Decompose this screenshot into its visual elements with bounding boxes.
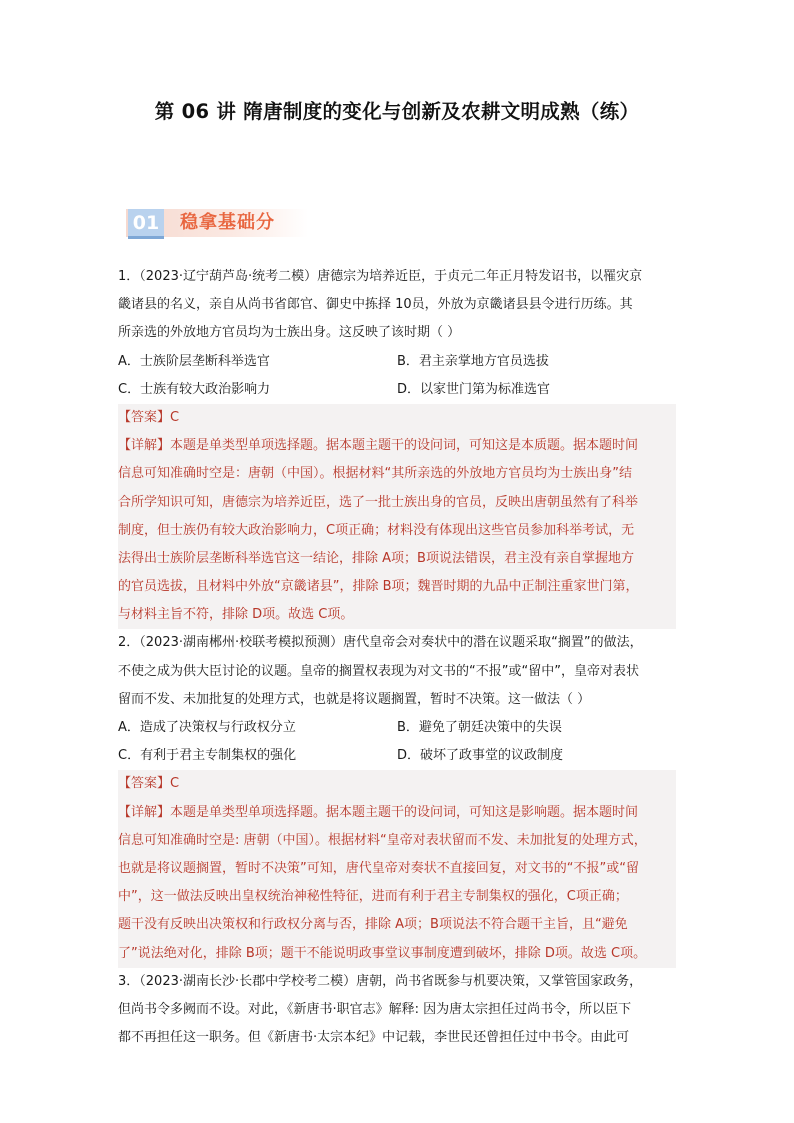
option-b: B．君主亲掌地方官员选拔 xyxy=(397,353,549,369)
page-title: 第 06 讲 隋唐制度的变化与创新及农耕文明成熟（练） xyxy=(154,100,640,123)
option-b: B．避免了朝廷决策中的失误 xyxy=(397,720,562,735)
question-2-answer-block xyxy=(118,770,676,967)
question-1-options-row xyxy=(118,348,676,376)
detail-line: 法得出士族阶层垄断科举选官这一结论，排除 A项；B项说法错误，君主没有亲自掌握地方 xyxy=(118,550,634,566)
section-label: 稳拿基础分 xyxy=(180,212,275,233)
option-c: C．士族有较大政治影响力 xyxy=(118,381,271,397)
answer-line: 【答案】C xyxy=(118,776,180,792)
section-header xyxy=(126,209,308,239)
detail-line: 【详解】本题是单类型单项选择题。据本题主题干的设问词，可知这是影响题。据本题时间 xyxy=(118,804,639,820)
option-a: A．士族阶层垄断科举选官 xyxy=(118,353,270,369)
question-2-line: 不使之成为供大臣讨论的议题。皇帝的搁置权表现为对文书的“不报”或“留中”，皇帝对表状 xyxy=(118,663,639,679)
question-1 xyxy=(118,263,676,629)
question-2-line: 留而不发、未加批复的处理方式，也就是将议题搁置，暂时不决策。这一做法（ ） xyxy=(118,691,591,707)
question-list xyxy=(118,263,676,1052)
section-number-underline xyxy=(128,236,164,239)
detail-line: 的官员选拔，且材料中外放“京畿诸县”，排除 B项；魏晋时期的九品中正制注重家世门第， xyxy=(118,579,639,595)
answer-line: 【答案】C xyxy=(118,409,180,425)
question-3-line: 但尚书令多阙而不设。对此，《新唐书·职官志》解释: 因为唐太宗担任过尚书令，所以臣下 xyxy=(118,1001,632,1017)
question-1-line: 畿诸县的名义，亲自从尚书省郎官、御史中拣择 10员，外放为京畿诸县县令进行历练。其 xyxy=(118,297,633,313)
detail-line: 与材料主旨不符，排除 D项。故选 C项。 xyxy=(118,607,354,623)
detail-line: 题干没有反映出决策权和行政权分离与否，排除 A项；B项说法不符合题干主旨，且“避免 xyxy=(118,917,628,933)
question-1-line: 1．（2023·辽宁葫芦岛·统考二模）唐德宗为培养近臣，于贞元二年正月特发诏书，以罹灾京 xyxy=(118,269,643,284)
question-2-options-row xyxy=(118,714,676,742)
question-2 xyxy=(118,629,676,967)
question-1-answer-block xyxy=(118,404,676,630)
question-2-options-row xyxy=(118,742,676,770)
question-3-line: 3．（2023·湖南长沙·长郡中学校考二模）唐朝，尚书省既参与机要决策，又掌管国家政务， xyxy=(118,973,643,989)
option-a: A．造成了决策权与行政权分立 xyxy=(118,720,296,735)
detail-line: 中”，这一做法反映出皇权统治神秘性特征，进而有利于君主专制集权的强化，C项正确； xyxy=(118,889,628,905)
option-c: C．有利于君主专制集权的强化 xyxy=(118,748,297,764)
question-1-line: 所亲选的外放地方官员均为士族出身。这反映了该时期（ ） xyxy=(118,325,461,341)
question-1-options-row xyxy=(118,376,676,404)
detail-line: 信息可知准确时空是: 唐朝（中国）。根据材料“皇帝对表状留而不发、未加批复的处理方式， xyxy=(118,832,647,848)
detail-line: 也就是将议题搁置，暂时不决策”可知，唐代皇帝对奏状不直接回复，对文书的“不报”或“留 xyxy=(118,860,639,876)
detail-line: 【详解】本题是单类型单项选择题。据本题主题干的设问词，可知这是本质题。据本题时间 xyxy=(118,438,639,454)
detail-line: 制度，但士族仍有较大政治影响力，C项正确；材料没有体现出这些官员参加科举考试，无 xyxy=(118,522,635,538)
detail-line: 合所学知识可知，唐德宗为培养近臣，选了一批士族出身的官员，反映出唐朝虽然有了科举 xyxy=(118,494,639,510)
option-d: D．破坏了政事堂的议政制度 xyxy=(397,748,564,764)
detail-line: 信息可知准确时空是：唐朝（中国）。根据材料“其所亲选的外放地方官员均为士族出身”结 xyxy=(118,466,632,482)
option-d: D．以家世门第为标准选官 xyxy=(397,381,551,397)
section-number: 01 xyxy=(128,209,164,237)
question-3 xyxy=(118,968,676,1053)
detail-line: 了”说法绝对化，排除 B项；题干不能说明政事堂议事制度遭到破坏，排除 D项。故选 C项。 xyxy=(118,945,647,961)
question-3-line: 都不再担任这一职务。但《新唐书·太宗本纪》中记载，李世民还曾担任过中书令。由此可 xyxy=(118,1030,630,1046)
question-2-line: 2．（2023·湖南郴州·校联考模拟预测）唐代皇帝会对奏状中的潜在议题采取“搁置”的做法， xyxy=(118,635,643,651)
